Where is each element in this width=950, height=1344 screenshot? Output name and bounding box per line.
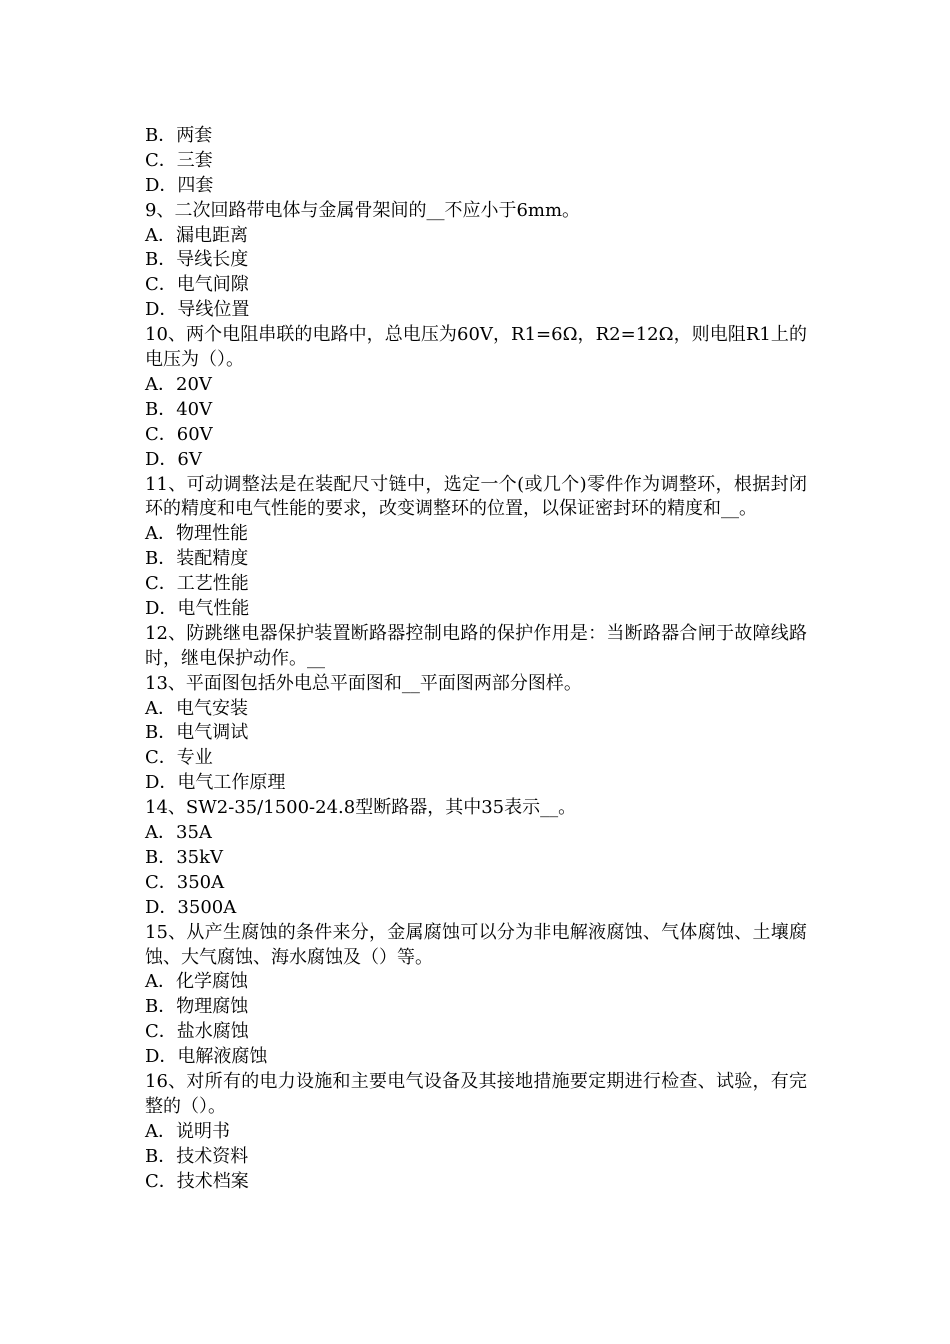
question-line: 13、平面图包括外电总平面图和__平面图两部分图样。 bbox=[145, 672, 582, 694]
option-line: B．35kV bbox=[145, 846, 224, 868]
option-line: C．专业 bbox=[145, 747, 213, 769]
option-line: B．装配精度 bbox=[145, 548, 249, 570]
option-line: C．60V bbox=[145, 423, 213, 445]
option-line: C．350A bbox=[145, 871, 225, 893]
option-line: D．导线位置 bbox=[145, 299, 250, 321]
option-line: A．化学腐蚀 bbox=[145, 971, 248, 993]
option-line: C．工艺性能 bbox=[145, 573, 249, 595]
option-line: B．物理腐蚀 bbox=[145, 996, 249, 1018]
option-line: D．电气工作原理 bbox=[145, 772, 286, 794]
question-line: 15、从产生腐蚀的条件来分，金属腐蚀可以分为非电解液腐蚀、气体腐蚀、土壤腐蚀、大气腐蚀、海水腐蚀及（）等。 bbox=[145, 921, 807, 968]
option-line: C．三套 bbox=[145, 149, 213, 171]
option-line: A．35A bbox=[145, 822, 212, 844]
option-line: D．6V bbox=[145, 448, 202, 470]
question-line: 16、对所有的电力设施和主要电气设备及其接地措施要定期进行检查、试验，有完整的（）。 bbox=[145, 1070, 807, 1117]
option-line: D．电解液腐蚀 bbox=[145, 1046, 268, 1068]
option-line: B．导线长度 bbox=[145, 249, 249, 271]
option-line: C．盐水腐蚀 bbox=[145, 1021, 249, 1043]
option-line: B．两套 bbox=[145, 125, 213, 146]
option-line: A．说明书 bbox=[145, 1120, 230, 1142]
option-line: C．技术档案 bbox=[145, 1170, 249, 1192]
question-line: 14、SW2-35/1500-24.8型断路器，其中35表示__。 bbox=[145, 797, 577, 819]
option-line: D．电气性能 bbox=[145, 597, 250, 619]
question-line: 11、可动调整法是在装配尺寸链中，选定一个(或几个)零件作为调整环，根据封闭环的精度和电气性能的要求，改变调整环的位置，以保证密封环的精度和__。 bbox=[145, 473, 807, 520]
question-line: 9、二次回路带电体与金属骨架间的__不应小于6mm。 bbox=[145, 199, 581, 221]
question-line: 12、防跳继电器保护装置断路器控制电路的保护作用是：当断路器合闸于故障线路时，继电保护动作。__ bbox=[145, 622, 807, 669]
option-line: B．40V bbox=[145, 398, 213, 420]
option-line: C．电气间隙 bbox=[145, 274, 249, 296]
option-line: D．四套 bbox=[145, 174, 214, 196]
option-line: A．电气安装 bbox=[145, 697, 248, 719]
document-body bbox=[145, 124, 807, 1194]
option-line: B．电气调试 bbox=[145, 722, 249, 744]
option-line: B．技术资料 bbox=[145, 1145, 249, 1167]
option-line: A．物理性能 bbox=[145, 523, 248, 545]
question-line: 10、两个电阻串联的电路中，总电压为60V，R1=6Ω，R2=12Ω，则电阻R1上的电压为（）。 bbox=[145, 324, 807, 371]
option-line: A．漏电距离 bbox=[145, 224, 248, 246]
option-line: A．20V bbox=[145, 373, 212, 395]
option-line: D．3500A bbox=[145, 896, 237, 918]
